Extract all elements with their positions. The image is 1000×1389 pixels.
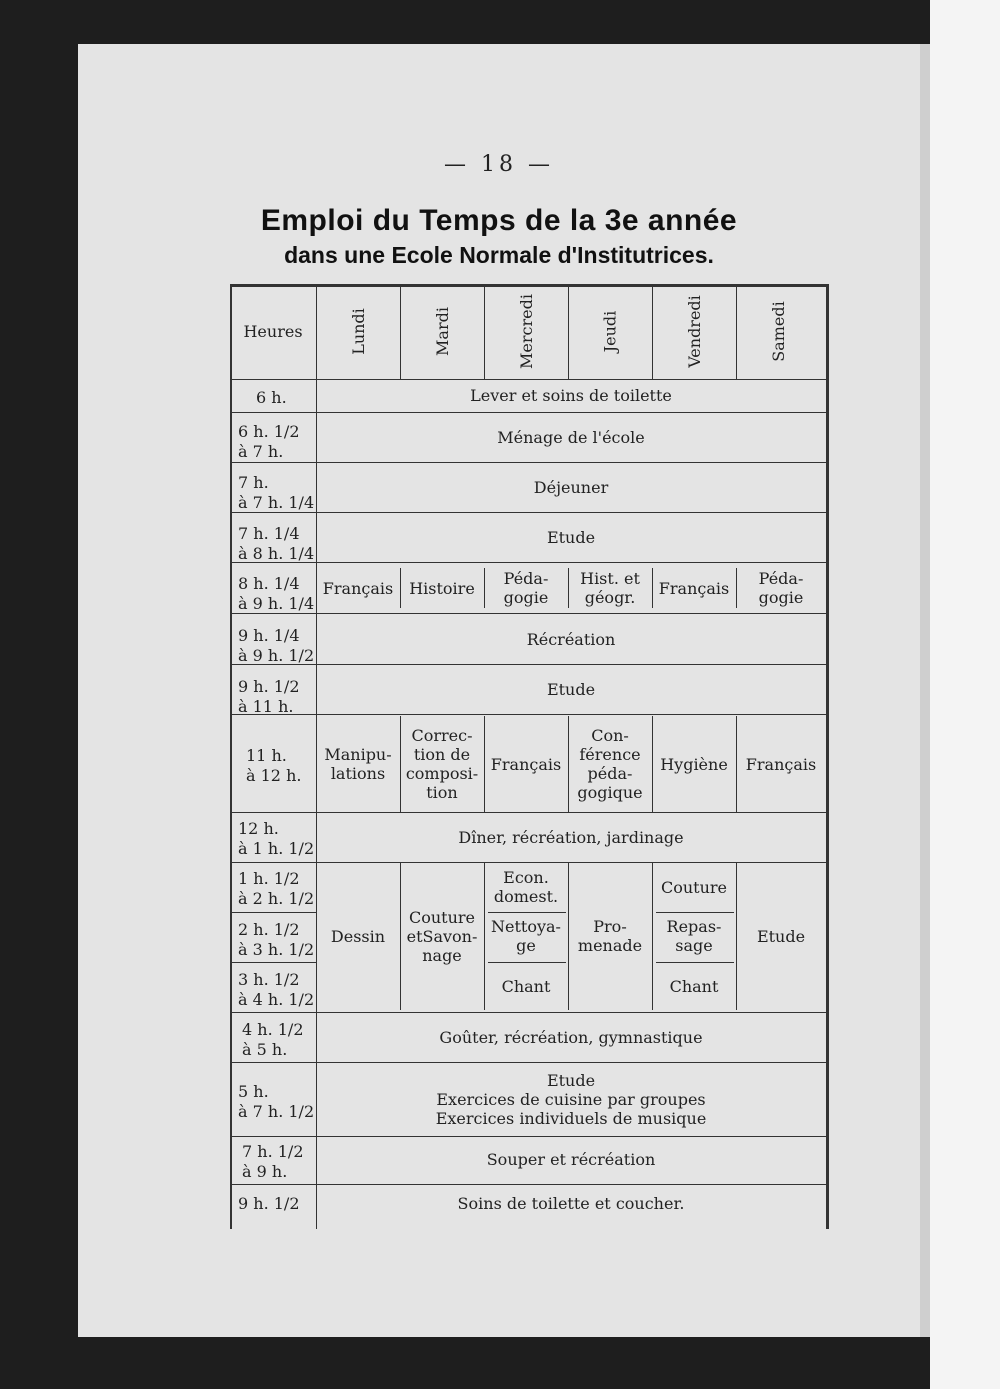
activity-cell: Econ. domest. [493,868,559,906]
hour-label-line: 3 h. 1/2 [238,970,300,989]
hour-label-line: à 1 h. 1/2 [238,839,315,858]
activity-line: Etude [546,1070,596,1090]
book-spine [920,44,930,1337]
activity-cell: Péda- gogie [758,569,804,607]
activity-cell: Etude [546,527,596,547]
row-rule [230,664,316,665]
hour-label-line: à 3 h. 1/2 [238,940,315,959]
row-rule [316,714,826,715]
header-day-mercredi: Mercredi [516,294,536,369]
row-rule [230,1136,316,1137]
header-divider [652,284,653,379]
activity-cell: Français [490,754,562,774]
hour-label-line: à 7 h. 1/4 [238,493,315,512]
activity-cell: Etude [546,679,596,699]
activity-cell: Couture etSavon- nage [406,907,478,965]
hour-label-line: à 7 h. 1/2 [238,1102,315,1121]
activity-cell: Dîner, récréation, jardinage [458,827,684,847]
cell-divider [652,568,653,608]
cell-divider [568,716,569,812]
cell-divider [484,862,485,1010]
header-day-mardi: Mardi [432,307,452,356]
hour-label-line: à 9 h. 1/4 [238,594,315,613]
activity-cell: Lever et soins de toilette [470,385,672,405]
header-divider [484,284,485,379]
activity-cell: Chant [669,976,719,996]
row-rule [230,714,316,715]
hour-label-line: 9 h. 1/2 [238,1194,300,1213]
activity-cell: Couture [660,877,728,897]
cell-divider [568,862,569,1010]
page-number: — 18 — [444,152,554,177]
row-rule [316,562,826,563]
activity-cell: Déjeuner [533,477,609,497]
header-divider [568,284,569,379]
cell-divider [568,568,569,608]
activity-cell: Repas- sage [666,917,722,955]
header-day-jeudi: Jeudi [600,310,620,353]
activity-cell: Récréation [526,629,616,649]
hour-label [238,422,316,462]
hour-label [238,574,316,614]
hour-label-line: 7 h. 1/4 [238,524,300,543]
activity-cell: Correc- tion de composi- tion [405,726,479,802]
hour-label [242,1142,316,1182]
row-rule [230,912,316,913]
row-rule [230,862,316,863]
hour-label [238,1194,316,1214]
row-rule [230,812,316,813]
row-rule [230,512,316,513]
cell-divider [484,716,485,812]
row-rule [316,1184,826,1185]
row-rule [316,1062,826,1063]
hour-label-line: 4 h. 1/2 [242,1020,304,1039]
row-rule [230,412,316,413]
activity-cell: Manipu- lations [324,745,392,783]
row-rule [230,462,316,463]
activity-cell [316,1064,826,1134]
hour-label [238,819,316,859]
hour-label [238,920,316,960]
cell-divider [484,568,485,608]
hour-label [246,746,316,786]
hour-label-line: à 11 h. [238,697,294,716]
table-left-rule [230,284,232,1229]
hour-label-line: à 9 h. 1/2 [238,646,315,665]
cell-divider [400,716,401,812]
hour-label [238,970,316,1010]
document-page [78,44,920,1337]
row-rule [230,1012,316,1013]
hour-label-line: à 5 h. [242,1040,288,1059]
page-edge [930,0,1000,1389]
activity-cell: Con- férence péda- gogique [577,726,643,802]
hour-label [238,1082,316,1122]
hour-label-line: à 7 h. [238,442,284,461]
hour-label [238,626,316,666]
activity-cell: Soins de toilette et coucher. [457,1193,685,1213]
header-day-lundi: Lundi [348,308,368,355]
hour-label-line: 7 h. [238,473,269,492]
hour-label-line: 11 h. [246,746,287,765]
cell-rule [488,912,566,913]
table-right-rule [826,284,829,1229]
hour-label-line: 9 h. 1/4 [238,626,300,645]
hour-label-line: 8 h. 1/4 [238,574,300,593]
header-divider [400,284,401,379]
activity-cell: Nettoya- ge [491,917,561,955]
hour-label [238,869,316,909]
hour-label-line: 1 h. 1/2 [238,869,300,888]
cell-divider [736,862,737,1010]
row-rule [230,613,316,614]
activity-cell: Ménage de l'école [497,427,645,447]
hour-label [238,473,316,513]
hour-label-line: 6 h. [256,388,287,407]
hour-label-line: à 2 h. 1/2 [238,889,315,908]
header-day-samedi: Samedi [768,301,788,362]
activity-cell: Souper et récréation [486,1149,656,1169]
document-title: Emploi du Temps de la 3e année [260,204,738,237]
hour-label [238,524,316,564]
hour-label [238,677,316,717]
activity-line: Exercices individuels de musique [435,1108,707,1128]
activity-cell: Dessin [330,926,386,946]
cell-rule [656,912,734,913]
cell-divider [652,716,653,812]
row-rule [230,1062,316,1063]
activity-cell: Etude [756,926,806,946]
activity-line: Exercices de cuisine par groupes [436,1089,706,1109]
row-rule [230,1184,316,1185]
hour-label-line: 6 h. 1/2 [238,422,300,441]
cell-divider [652,862,653,1010]
hour-label-line: 7 h. 1/2 [242,1142,304,1161]
hour-label [242,1020,316,1060]
activity-cell: Français [658,578,730,598]
activity-cell: Hist. et géogr. [580,569,640,607]
document-subtitle: dans une Ecole Normale d'Institutrices. [284,242,714,268]
header-day-vendredi: Vendredi [684,295,704,368]
hour-label-line: à 8 h. 1/4 [238,544,315,563]
cell-rule [488,962,566,963]
activity-cell: Histoire [409,578,475,598]
activity-cell: Français [322,578,394,598]
hour-label-line: 2 h. 1/2 [238,920,300,939]
activity-cell: Péda- gogie [503,569,549,607]
activity-cell: Pro- menade [577,917,643,955]
hour-label-line: 9 h. 1/2 [238,677,300,696]
cell-divider [400,568,401,608]
timetable [230,284,828,1229]
activity-cell: Goûter, récréation, gymnastique [439,1027,703,1047]
header-divider [736,284,737,379]
cell-rule [656,962,734,963]
header-hours: Heures [243,322,303,341]
row-rule [230,562,316,563]
cell-divider [736,568,737,608]
hour-label-line: 12 h. [238,819,279,838]
hour-label-line: à 4 h. 1/2 [238,990,315,1009]
activity-cell: Français [745,754,817,774]
hour-label-line: à 12 h. [246,766,302,785]
activity-cell: Chant [501,976,551,996]
hour-label-line: à 9 h. [242,1162,288,1181]
hour-label-line: 5 h. [238,1082,269,1101]
hour-label [256,388,316,408]
activity-cell: Hygiène [660,754,728,774]
cell-divider [400,862,401,1010]
row-rule [230,962,316,963]
cell-divider [736,716,737,812]
